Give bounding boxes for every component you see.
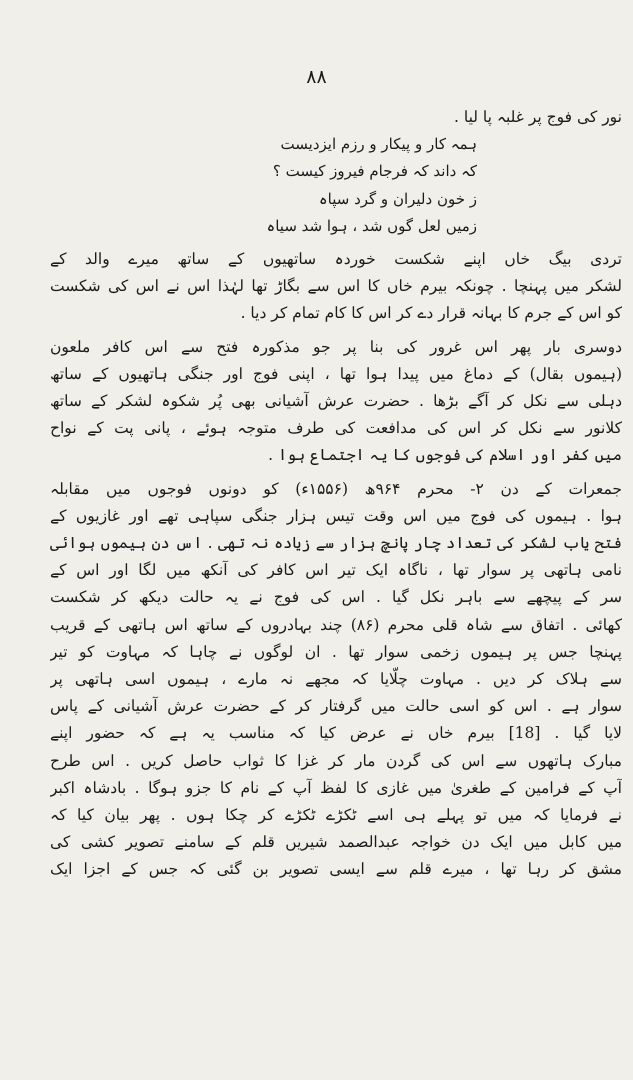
paragraph-line: پہنچا جس پر ہیموں زخمی سوار تھا . ان لوگوں نے چاہا کہ مہاوت کو تیر	[50, 642, 622, 661]
page-text	[50, 104, 622, 884]
paragraph-line: لایا گیا . [18] بیرم خاں نے عرض کیا کہ مناسب یہ ہے کہ حضور اپنے	[50, 724, 622, 743]
paragraph-line: ہوا . ہیموں کی فوج میں اس وقت تیس ہزار جنگی سپاہی تھے اور غازیوں کے	[50, 506, 622, 525]
verse-line: ز خون دلیران و گرد سپاہ	[318, 189, 477, 208]
paragraph-line: مشق کر رہا تھا ، میرے قلم سے ایسی تصویر بن گئی کہ جس کے اجزا ایک	[50, 860, 622, 879]
verse-line: ہمہ کار و پیکار و رزم ایزدیست	[280, 135, 477, 154]
paragraph-line: فتح یاب لشکر کی تعداد چار پانچ ہزار سے زیادہ نہ تھی . اس دن ہیموں ہوائی	[50, 534, 622, 553]
intro-line: نور کی فوج پر غلبہ پا لیا .	[454, 108, 622, 126]
paragraph-line: سر کے پیچھے سے باہر نکل گیا . اس کی فوج نے یہ حالت دیکھ کر شکست	[50, 588, 622, 607]
paragraph-line: تردی بیگ خاں اپنے شکست خوردہ ساتھیوں کے ساتھ میرے والد کے	[50, 250, 622, 269]
verse-line: کہ داند کہ فرجام فیروز کیست ؟	[272, 162, 477, 181]
verse-line: زمیں لعل گوں شد ، ہوا شد سیاہ	[266, 216, 477, 235]
paragraph-2	[50, 334, 622, 470]
paragraph-line: آپ کے فرامین کے طغریٰ میں غازی کا لفظ آپ کے نام کا جزو ہوگا . بادشاہ اکبر	[50, 778, 622, 797]
paragraph-line: سوار ہے . اس کو اسی حالت میں گرفتار کر کے حضرت عرش آشیانی کے پاس	[50, 697, 622, 716]
paragraph-line: دہلی سے نکل کر آگے بڑھا . حضرت عرش آشیانی بھی پُر شکوہ لشکر کے ساتھ	[50, 392, 622, 411]
paragraph-line: کلانور سے نکل کر اس کی مدافعت کی طرف متوجہ ہوئے ، پانی پت کے نواح	[50, 419, 622, 438]
paragraph-line: کھائی . اتفاق سے شاہ قلی محرم (۸۶) چند بہادروں کے ساتھ اس ہاتھی کے قریب	[50, 615, 622, 634]
paragraph-line: کو اس کے جرم کا بہانہ قرار دے کر اس کا کام تمام کر دیا .	[240, 304, 622, 323]
paragraph-line: سے ہلاک کر دیں . مہاوت چلّایا کہ مجھے نہ مارے ، ہیموں اسی ہاتھی پر	[50, 670, 622, 689]
paragraph-3	[50, 476, 622, 884]
paragraph-line: مبارک ہاتھوں سے اس کی گردن مار کر غزا کا ثواب حاصل کریں . اس طرح	[50, 751, 622, 770]
paragraph-line: میں کابل میں ایک دن خواجہ عبدالصمد شیریں قلم کے سامنے تصویر کشی کی	[50, 833, 622, 852]
paragraph-line: جمعرات کے دن ۲- محرم ۹۶۴ھ (۱۵۵۶ء) کو دونوں فوجوں میں مقابلہ	[50, 479, 622, 498]
paragraph-line: میں کفر اور اسلام کی فوجوں کا یہ اجتماع ہوا .	[268, 446, 622, 465]
paragraph-line: (ہیموں بقال) کے دماغ میں پیدا ہوا تھا ، اپنی فوج اور جنگی ہاتھیوں کے ساتھ	[50, 364, 622, 383]
paragraph-1	[50, 246, 622, 328]
paragraph-line: دوسری بار پھر اس غرور کی بنا پر جو مذکورہ فتح سے اس کافر ملعون	[50, 337, 622, 356]
paragraph-line: لشکر میں پہنچا . چونکہ بیرم خاں کا اس سے بگاڑ تھا لہٰذا اس نے اس کی شکست	[50, 277, 622, 296]
paragraph-line: نے فرمایا کہ میں تو پہلے ہی اسے ٹکڑے ٹکڑے کر چکا ہوں . پھر بیان کیا کہ	[50, 806, 622, 825]
persian-verse	[197, 131, 477, 240]
paragraph-line: نامی ہاتھی پر سوار تھا ، ناگاہ ایک تیر اس کافر کی آنکھ میں لگا اور اس کے	[50, 561, 622, 580]
page-number: ۸۸	[306, 66, 327, 88]
